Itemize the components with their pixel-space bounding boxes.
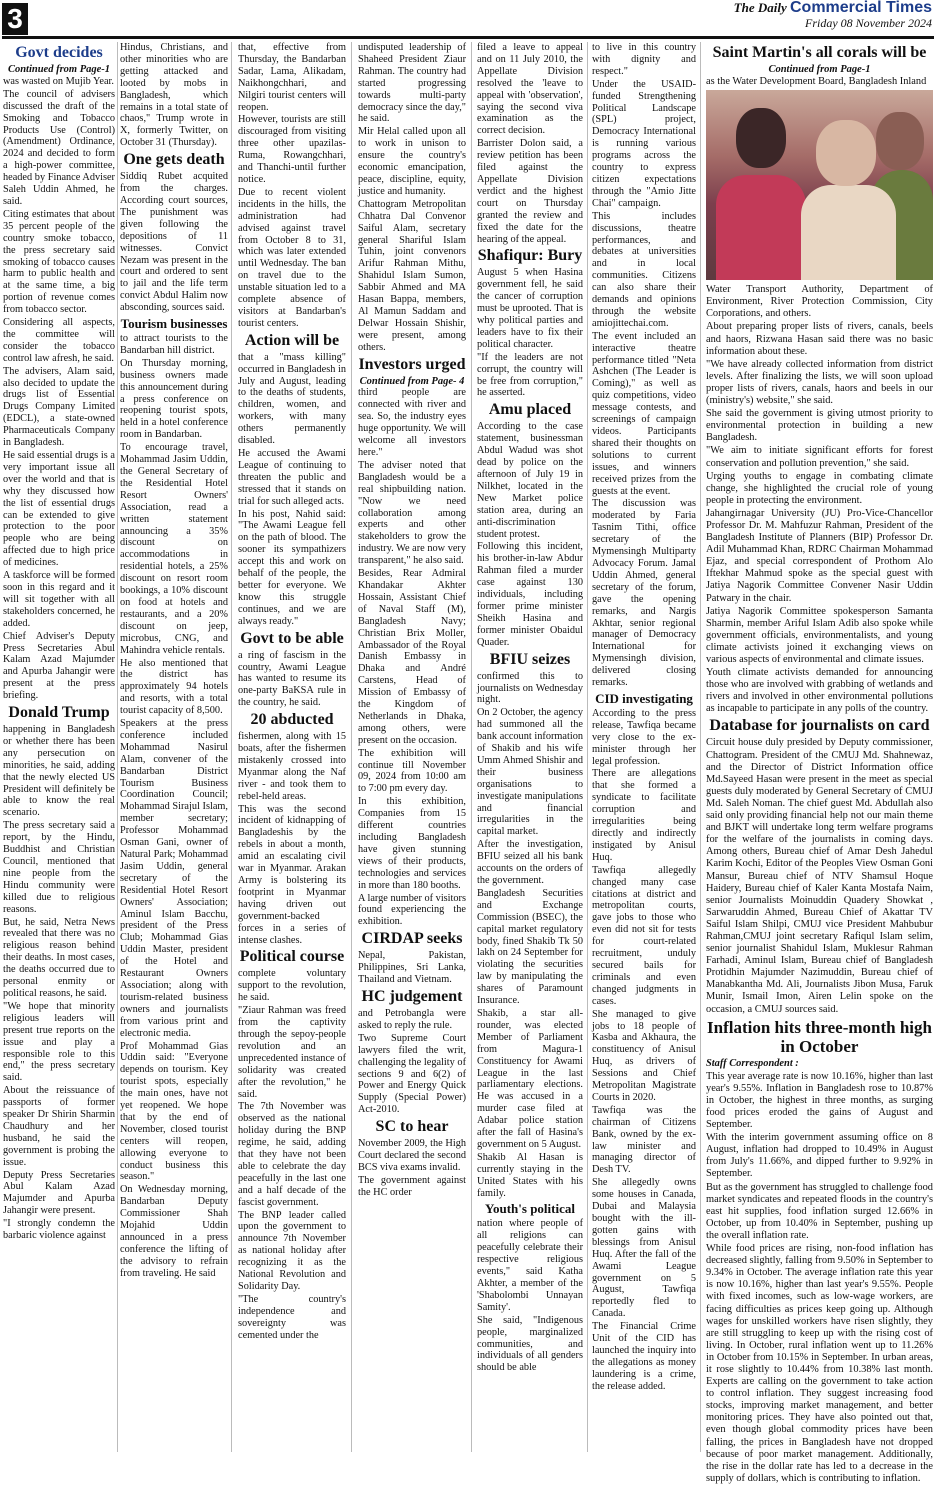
paragraph: She allegedly owns some houses in Canada, Dubai and Malaysia bought with the ill-gotten gains with blessings from Anisul Huq. After the fall of the Awami League government on 5 August, Tawfiqa reportedly fled to Canada. [592,1177,696,1320]
paper-name: Commercial Times [790,0,932,16]
headline-amu-placed: Amu placed [488,401,572,419]
paragraph: Due to recent violent incidents in the hills, the administration had advised against travel from October 8 to 31, which was later extended until Wednesday. The ban on travel due to the unstable situation led to a complete absence of visitors at Bandarban's tourist centers. [238,186,346,329]
headline-cid-investigating: CID investigating [595,690,693,706]
article-body [477,421,583,648]
headline-hc-judgement: HC judgement [361,987,463,1005]
paragraph: This was the second incident of kidnapping of Bangladeshis by the rebels in about a month, amid an escalating civil war in Myanmar. Arakan Army is bolstering its footprint in Myanmar having driven out government-backed forces in a series of intense clashes. [238,803,346,946]
continued-note: Continued from Page-1 [7,64,111,75]
article-body [238,650,346,710]
paragraph: "Ziaur Rahman was freed from the captivity through the sepoy-people revolution and an unprecedented instance of solidarity was created after the revolution," he said. [238,1005,346,1100]
paragraph: He said essential drugs is a very important issue all over the world and that is why they discussed how the list of essential drugs can be extended to give protection to the poor people who are being affected due to high price of medicines. [3,450,115,569]
paragraph: Water Transport Authority, Department of Environment, River Protection Commission, City Corporations, and others. [706,284,933,320]
paragraph: Considering all aspects, the committee will consider the tobacco control law afresh, he said. [3,317,115,364]
paragraph: "If the leaders are not corrupt, the country will be free from corruption," he asserted. [477,351,583,399]
paragraph: He also mentioned that the district has approximately 94 hotels and resorts, with a total tourist capacity of 8,500. [120,657,228,717]
column-4 [358,42,466,1454]
paragraph: "The country's independence and sovereignty was cemented under the [238,1293,346,1341]
article-body [238,968,346,1341]
paragraph: complete voluntary support to the revolution, he said. [238,968,346,1004]
paragraph: Tawfiqa allegedly changed many case citations at district and metropolitan courts, gave jobs to those who even did not sit for tests for court-related recruitment, unduly secured bails for criminals and even changed judgments in cases. [592,864,696,1007]
paragraph: Circuit house duly presided by Deputy commissioner, Chattogram. President of the CMUJ Md. Shahnewaz, and the Director of District Information office Md.Sayeed Hasan were present in the meet as special guests duly moderated by General Secretary of CMUJ Md. Saleh Noman. The chief guest Md. Abdullah also said only providing financial help not our main theme and BJKT will undertake long term welfare programs for the welfare of the journalists in coming days. Among others, Bureau chief of Amar Desh Jahedul Karim Kochi, Editor of the Peoples View Osman Goni Mansur, Bureau chief of NTV Shamsul Hoque Haidery, Bureau chief of Kaler Kanta Mostafa Naim, senior Journalists Moinuddin Quadery Showkat , Sarwaruddin Ahmed, Bureau Chief of Akattar TV Saiful Islam Shilpi, CMUJ vice President Mahbubur Rahman,CMUJ joint secretary Rafiqul Islam selim, senior journalist Shahidul Islam, Muklesur Rahman Farhadi, Aminul Islam, Bureau chief of Bangladesh Protidhin Majumder Nazimuddin, Bureau chief of Manabkantha Md. Ali, Journalists Jibon Musa, Faruk Munir, Ismail Imon, Airen Lelin spoke on the occasion, a CMUJ sources said. [706,737,933,1015]
news-photo-women-event [706,90,933,280]
photo-figure [816,120,876,186]
headline-shafiqur-bury: Shafiqur: Bury [477,247,583,265]
headline-inflation: Inflation hits three-month high in October [707,1017,932,1056]
headline-govt-to-be-able: Govt to be able [240,629,344,647]
paragraph: On Wednesday morning, Bandarban Deputy Commissioner Shah Mojahid Uddin announced in a press conference the lifting of the advisory to refrain from traveling. He said [120,1184,228,1279]
paragraph: Deputy Press Secretaries Abul Kalam Azad Majumder and Apurba Jahangir were present. [3,1169,115,1217]
photo-figure [716,175,806,280]
paragraph: Under the USAID-funded Strengthening Political Landscape (SPL) project, Democracy International is running various programs across the country to express citizen expectations through the "Amio Jitte Chai" campaign. [592,78,696,209]
article-body [592,42,696,689]
headline-one-gets-death: One gets death [123,151,225,169]
paragraph: November 2009, the High Court declared the second BCS viva exams invalid. [358,1138,466,1173]
paragraph: Besides, Rear Admiral Khandakar Akhter Hossain, Assistant Chief of Naval Staff (M), Bangladesh Navy; Christian Brix Moller, Ambassador of the Royal Danish Embassy in Dhaka and André Carstens, Head of Mission of Embassy of the Kingdom of Netherlands in Dhaka, among others, were present on the occasion. [358,568,466,746]
headline-action-will-be: Action will be [244,331,340,349]
paragraph: Tawfiqa was the chairman of Citizens Bank, owned by the ex-law minister and managing director of Desh TV. [592,1104,696,1176]
paragraph: third people are connected with river and sea. So, the industry eyes huge opportunity. We will welcome all investors here." [358,387,466,458]
headline-saint-martin: Saint Martin's all corals will be [712,44,927,61]
paragraph: and Petrobangla were asked to reply the rule. [358,1007,466,1031]
paragraph: to attract tourists to the Bandarban hill district. [120,333,228,356]
paragraph: But, he said, Netra News revealed that there was no religious reason behind their deaths. In most cases, the deaths occurred due to personal enmity or political reasons, he said. [3,916,115,999]
article-body [120,333,228,1280]
paragraph: Mir Helal called upon all to work in unison to ensure the country's economic emancipation, peace, discipline, equity, justice and humanity. [358,126,466,197]
paragraph: With the interim government assuming office on 8 August, inflation had dropped to 10.49% in August from July's 11.66%, and dipped further to 9.92% in September. [706,1132,933,1180]
paragraph: In this exhibition, Companies from 15 different countries including Bangladesh have given stunning views of their products, technologies and services in more than 180 booths. [358,796,466,891]
paragraph: She managed to give jobs to 18 people of Kasba and Akhaura, the constituency of Anisul Huq, as drivers of Sessions and Chief Metropolitan Magistrate Courts in 2020. [592,1008,696,1103]
headline-investors-urged: Investors urged [358,355,466,373]
paragraph: The Financial Crime Unit of the CID has launched the inquiry into the allegations as money laundering is a crime, the release added. [592,1321,696,1392]
issue-date: Friday 08 November 2024 [805,16,932,30]
article-body [358,387,466,928]
paragraph: Barrister Dolon said, a review petition has been filed against the Appellate Division verdict and the highest court on Thursday granted the review and fixed the date for the hearing of the appeal. [477,138,583,245]
paragraph: The press secretary said a report, by the Hindu, Buddhist and Christian Council, mentioned that nine people from the Hindu community were killed due to religious reasons. [3,820,115,915]
paragraph: Speakers at the press conference included Mohammad Nasirul Alam, convener of the Bandarban District Tourism Business Coordination Council; Mohammad Sirajul Islam, member secretary; Professor Mohammad Osman Gani, owner of Natural Park; Mohammad Jasim Uddin, general secretary of the Residential Hotel Resort Owners' Association; Aminul Islam Bacchu, president of the Press Club; Mohammad Gias Uddin Master, president of the Hotel and Restaurant Owners Association; along with tourism-related business owners and journalists from various print and electronic media. [120,718,228,1039]
paragraph: Jatiya Nagorik Committee spokesperson Samanta Sharmin, member Ariful Islam Adib also spoke while government officials, environmentalists, and young climate activists joined it exchanging views on various aspects of environmental and climate issues. [706,605,933,665]
paragraph: A large number of visitors found experiencing the exhibition. [358,892,466,928]
paragraph: undisputed leadership of Shaheed President Ziaur Rahman. The country had started progressing towards multi-party democracy since the day," he said. [358,42,466,125]
article-body [238,42,346,330]
column-divider [471,42,472,1452]
article-body [358,1138,466,1199]
paper-prefix: The Daily [733,0,787,15]
column-right [706,42,933,1484]
paragraph: About the reissuance of passports of former speaker Dr Shirin Sharmin Chaudhury and her husband, he said the government is probing the issue. [3,1085,115,1168]
headline-govt-decides: Govt decides [15,44,103,61]
paragraph: The exhibition will continue till November 09, 2024 from 10:00 am to 7:00 pm every day. [358,747,466,795]
byline: Staff Correspondent : [706,1057,799,1069]
paragraph: Two Supreme Court lawyers filed the writ, challenging the legality of sections 9 and 6(2) of Power and Energy Quick Supply (Special Power) Act-2010. [358,1032,466,1116]
paragraph: On Thursday morning, business owners made this announcement during a press conference on reopening tourist spots, held in a hotel conference room in Bandarban. [120,357,228,441]
article-text: as the Water Development Board, Bangladesh Inland [706,76,927,88]
paragraph: About preparing proper lists of rivers, canals, beels and haors, Rizwana Hasan said there was no basic information about these. [706,321,933,357]
article-body [706,737,933,1015]
paragraph: happening in Bangladesh or whether there has been any persecution on minorities, he said, adding that the newly elected US President will definitely be able to know the real scenario. [3,724,115,819]
article-body [477,267,583,399]
paragraph: August 5 when Hasina government fell, he said the cancer of corruption must be uprooted. That is why political parties and leaders have to fix their political character. [477,267,583,350]
paragraph: He accused the Awami League of continuing to threaten the public and stressed that it stands on trial for such alleged acts. [238,448,346,507]
column-5 [477,42,583,1454]
paragraph: On 2 October, the agency had summoned all the bank account information of Shakib and his wife Umm Ahmed Shishir and their business organisations to investigate manipulations and financial irregularities in the capital market. [477,707,583,838]
paragraph: Bangladesh Securities and Exchange Commission (BSEC), the capital market regulatory body, fined Shakib Tk 50 lakh on 24 September for violating the securities law by manipulating the shares of Paramount Insurance. [477,887,583,1007]
article-body [358,950,466,986]
paragraph: Jahangirnagar University (JU) Pro-Vice-Chancellor Professor Dr. M. Mahfuzur Rahman, President of the Bangladesh Institute of Planners (BIP) Professor Dr. Adil Muhammad Khan, RDRC Chairman Mohammad Ejaz, and special correspondent of Prothom Alo Iftekhar Mahmud spoke as the special guest with Jatiya Nagorik Committee Convener Nasir Uddin Patwary in the chair. [706,507,933,604]
column-divider [117,42,118,1452]
paragraph: This includes discussions, theatre performances, and debates at universities and in local communities. Citizens can also share their demands and opinions through the website amiojittechai.com. [592,210,696,329]
paragraph: Chattogram Metropolitan Chhatra Dal Convenor Saiful Alam, secretary general Shariful Islam Tuhin, joint convenors Arifur Rahman Mithu, Shahidul Islam Sumon, Sabbir Ahmed and MA Hasan Bappa, members, Al Mamun Saddam and Delwar Hossain Shishir, were present, among others. [358,198,466,353]
paragraph: However, tourists are still discouraged from visiting three other upazilas-Ruma, Rowangchhari, and Thanchi-until further notice. [238,114,346,185]
column-1 [3,42,115,1454]
paragraph: The BNP leader called upon the government to announce 7th November as national holiday after recognizing it as the National Revolution and Solidarity Day. [238,1209,346,1292]
column-divider [700,42,701,1452]
paragraph: She said, "Indigenous people, marginalized communities, and individuals of all genders should be able [477,1314,583,1374]
column-2 [120,42,228,1454]
photo-figure [736,108,786,168]
photo-figure [801,185,896,280]
masthead [0,0,936,40]
paragraph: The 7th November was observed as the national holiday during the BNP regime, he said, adding that they have not been able to celebrate the day peacefully in the last one and a half decade of the fascist government. [238,1101,346,1208]
article-body [3,724,115,1242]
paragraph: But as the government has struggled to challenge food market syndicates and repeated floods in the country's east hit supplies, food inflation surged 12.66% in October, up from 10.40% in September, pushing up the overall inflation rate. [706,1181,933,1241]
headline-youths-political: Youth's political [485,1201,575,1217]
article-body [3,76,115,702]
paragraph: Following this incident, his brother-in-law Abdur Rahman filed a murder case against 130 individuals, including former prime minister Sheikh Hasina and former minister Obaidul Quader. [477,541,583,648]
paragraph: The event included an interactive theatre performance titled "Neta Ashchen (The Leader is Coming)," as well as quiz competitions, video message contests, and screenings of campaign videos. Participants shared their thoughts on solutions to current issues, and winners received prizes from the guests at the event. [592,330,696,497]
header-rule [2,36,934,39]
column-divider [351,42,352,1452]
paragraph: "We hope that minority religious leaders will present true reports on the issue and play a responsible role to this end," the press secretary said. [3,1000,115,1084]
paragraph: "We aim to initiate significant efforts for forest conservation and pollution prevention," she said. [706,445,933,469]
paragraph: Nepal, Pakistan, Philippines, Sri Lanka, Thailand and Vietnam. [358,950,466,986]
headline-sc-to-hear: SC to hear [375,1118,449,1136]
paragraph: The discussion was moderated by Faria Tasnim Tithi, office secretary of the Mymensingh Multiparty Advocacy Forum. Jamal Uddin Ahmed, general secretary of the forum, gave the opening remarks, and Nargis Akhtar, senior regional manager of Democracy International for Mymensingh division, delivered closing remarks. [592,498,696,689]
article-body [592,708,696,1393]
article-body [477,1218,583,1374]
photo-figure [876,112,924,170]
article-body [358,1008,466,1116]
paragraph: that, effective from Thursday, the Bandarban Sadar, Lama, Alikadam, Naikhongchhari, and Nilgiri tourist centers will reopen. [238,42,346,113]
article-body [706,284,933,715]
paragraph: "We have already collected information from district levels. After finalizing the lists, we will soon upload proper lists of rivers, canals, haors and beels in our (ministry's) website," she said. [706,358,933,407]
article-text [706,1058,933,1070]
column-3 [238,42,346,1454]
paragraph: Chief Adviser's Deputy Press Secretaries Abul Kalam Azad Majumder and Apurba Jahangir were present at the press briefing. [3,630,115,702]
newspaper-title [734,0,932,30]
paragraph: a ring of fascism in the country, Awami League has wanted to resume its one-party BaKSA rule in the country, he said. [238,649,346,709]
paragraph: Hindus, Christians, and other minorities who are getting attacked and looted by mobs in Bangladesh, which remains in a total state of chaos," Trump wrote in X, formerly Twitter, on October 31 (Thursday). [120,42,228,149]
paragraph: The adviser noted that Bangladesh would be a real shipbuilding nation. "Now we need collaboration among experts and other stakeholders to grow the industry. We are now very transparent," he also said. [358,459,466,567]
paragraph: The council of advisers discussed the draft of the Smoking and Tobacco Products Use (Control) (Amendment) Ordinance, 2024 and decided to form a high-power committee, headed by Finance Adviser Saleh Uddin Ahmed, he said. [3,88,115,207]
paragraph: To encourage travel, Mohammad Jasim Uddin, the General Secretary of the Residential Hotel Resort Owners' Association, read a written statement announcing a 35% discount on accommodations in residential hotels, a 25% discount on resort room bookings, a 10% discount on food at hotels and restaurants, and a 20% discount on jeep, microbus, CNG, and Mahindra vehicle rentals. [120,442,228,656]
paragraph: Urging youths to engage in combating climate change, she highlighted the crucial role of young people in protecting the environment. [706,470,933,506]
paragraph: While food prices are rising, non-food inflation has decreased slightly, falling from 9.50% in September to 9.34% in October. The average inflation rate this year is now 10.16%, higher than last year's 9.55%. People with fixed incomes, such as low-wage workers, are facing difficulties as prices keep going up. Although wages for unskilled workers have risen slightly, they are still struggling to keep up with the rising cost of living. In October, rural inflation went up to 11.26% in October from 10.15% in September. In urban areas, it rose slightly to 10.44% from 10.38% last month. Experts are calling on the government to take action to control inflation. They suggest increasing food stocks, improving market management, and better monitoring prices. They have also pointed out that, even though global commodity prices have been falling, the prices in Bangladesh have not dropped because of poor market management. Additionally, the rise in the dollar rate has led to a decrease in the supply of dollars, which is contributing to inflation. [706,1243,933,1484]
article-body [238,352,346,628]
paragraph: This year average rate is now 10.16%, higher than last year's 9.55%. Inflation in Bangladesh rose to 10.87% in October, the highest in three months, as surging food prices eroded the gains of August and September. [706,1070,933,1131]
paragraph: "I strongly condemn the barbaric violence against [3,1218,115,1242]
paragraph: According to the case statement, businessman Abdul Wadud was shot dead by police on the afternoon of July 19 in Nilkhet, located in the New Market police station area, during an anti-discrimination student protest. [477,421,583,540]
paragraph: Shakib, a star all-rounder, was elected Member of Parliament from Magura-1 Constituency for Awami League in the last parliamentary elections. He was accused in a murder case filed at Adabar police station after the fall of Hasina's government on 5 August. [477,1007,583,1150]
article-body [477,671,583,1200]
paragraph: fishermen, along with 15 boats, after the fishermen mistakenly crossed into Myanmar along the Naf river - and took them to rebel-held areas. [238,731,346,802]
paragraph: Youth climate activists demanded for announcing those who are involved with grabbing of wetlands and rivers and involved in other environmental pollutions as incapable to participate in any polls of the country. [706,667,933,715]
article-body [120,171,228,314]
column-divider [231,42,232,1452]
paragraph: She said the government is giving utmost priority to environmental protection in building a new Bangladesh. [706,408,933,444]
paragraph: Citing estimates that about 35 percent people of the country smoke tobacco, the press secretary said smoking of tobacco causes harm to public health and at the same time, a big portion of revenue comes from tobacco sector. [3,208,115,316]
paragraph: Shakib Al Hasan is currently staying in the United States with his family. [477,1151,583,1199]
headline-political-course: Political course [239,948,345,966]
headline-bfiu-seizes: BFIU seizes [489,650,571,668]
continued-note: Continued from Page- 4 [359,375,465,387]
article-body [238,731,346,946]
headline-tourism-businesses: Tourism businesses [120,316,228,332]
paragraph: to live in this country with dignity and respect." [592,42,696,77]
paragraph: Siddiq Rubet acquited from the charges. According court sources, The punishment was given following the depositions of 11 witnesses. Convict Nezam was present in the court and ordered to sent to jail and the life term convict Abdul Halim now absconding, sources said. [120,171,228,314]
paragraph: The government against the HC order [358,1174,466,1198]
headline-donald-trump: Donald Trump [8,704,110,722]
paragraph: filed a leave to appeal and on 11 July 2010, the Appellate Division resolved the 'leave to appeal with 'observation', saying the second viva examination as the correct decision. [477,42,583,137]
column-divider [587,42,588,1452]
paragraph: The advisers, Alam said, also decided to update the drugs list of Essential Drugs Company Limited (EDCL), a state-owned Pharmaceuticals Company in Bangladesh. [3,365,115,449]
headline-database-journalists: Database for journalists on card [709,717,930,735]
paragraph: There are allegations that she formed a syndicate to facilitate corruption and irregularities being directly and indirectly instigated by Anisul Huq. [592,768,696,863]
continued-note: Continued from Page-1 [768,64,871,75]
paragraph: A taskforce will be formed soon in this regard and it will sit together with all stakeholders concerned, he added. [3,570,115,629]
paragraph: According to the press release, Tawfiqa became very close to the ex-minister through her legal profession. [592,707,696,767]
article-body [706,1071,933,1485]
column-6 [592,42,696,1454]
headline-cirdap-seeks: CIRDAP seeks [361,930,463,948]
paragraph: Prof Mohammad Gias Uddin said: "Everyone depends on tourism. Key tourist spots, especially the main ones, have not yet reopened. We hope that by the end of November, closed tourist centers will reopen, allowing everyone to conduct business this season." [120,1040,228,1183]
paragraph: After the investigation, BFIU seized all his bank accounts on the orders of the government. [477,839,583,886]
paragraph: confirmed this to journalists on Wednesday night. [477,670,583,706]
article-body [358,42,466,354]
article-body [120,42,228,149]
paragraph: nation where people of all religions can peacefully celebrate their respective religious events," said Katha Akhter, a member of the 'Shabolombi Unnayan Samity'. [477,1218,583,1313]
headline-20-abducted: 20 abducted [250,711,334,729]
paragraph: that a "mass killing" occurred in Bangladesh in July and August, leading to the deaths of students, children, women, and workers, with many others permanently disabled. [238,351,346,447]
article-body [477,42,583,245]
paragraph: was wasted on Mujib Year. [3,75,114,87]
page-number: 3 [2,3,28,35]
paragraph: In his post, Nahid said: "The Awami League fell on the path of blood. The sooner its sympathizers accept this and work on behalf of the people, the better for everyone. We know this struggle continues, and we are always ready." [238,508,346,627]
